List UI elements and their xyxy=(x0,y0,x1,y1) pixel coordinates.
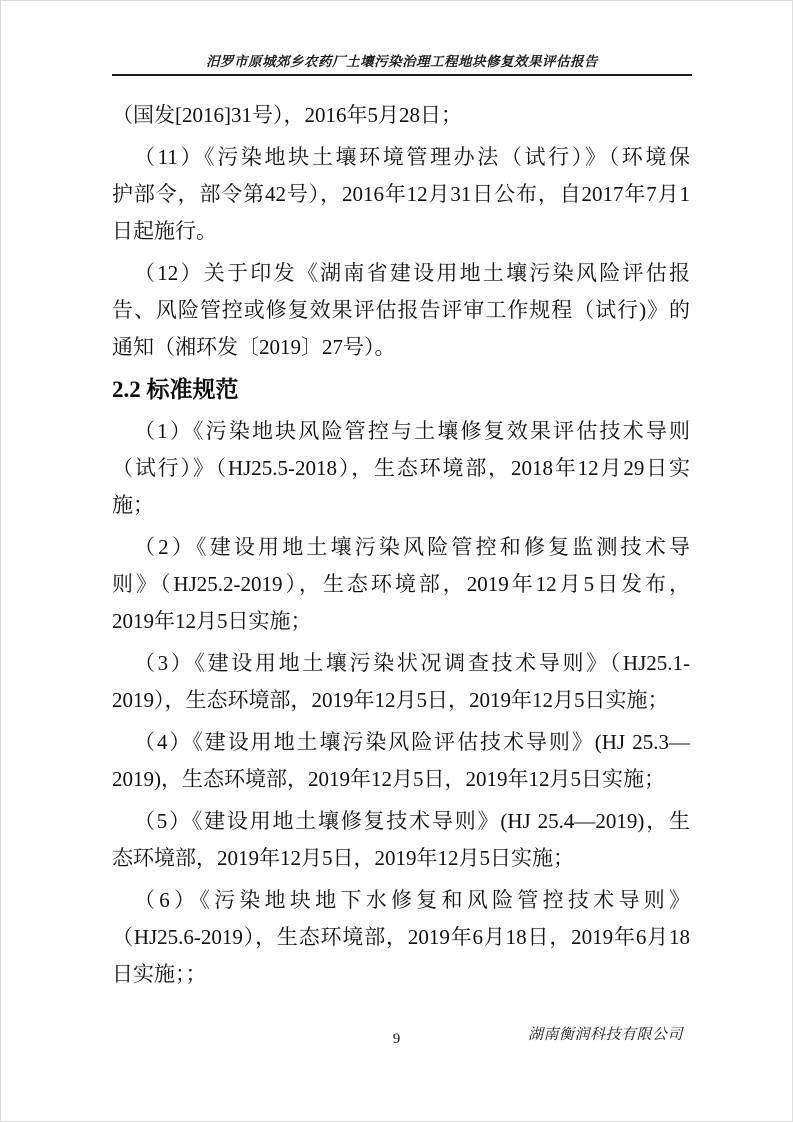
text-line: 2019年12月5日实施； xyxy=(112,609,312,633)
paragraph xyxy=(112,139,690,250)
text-line: （5）《建设用地土壤修复技术导则》(HJ 25.4—2019)，生 xyxy=(134,809,690,833)
document-body xyxy=(112,97,690,998)
text-line: （HJ25.6-2019），生态环境部，2019年6月18日，2019年6月18 xyxy=(112,925,690,949)
page-header-rule xyxy=(112,74,692,76)
text-line: （11）《污染地块土壤环境管理办法（试行）》（环境保 xyxy=(134,145,690,169)
text-line: 日实施；； xyxy=(112,962,207,986)
section-heading: 2.2 标准规范 xyxy=(112,377,239,402)
text-line: （6）《污染地块地下水修复和风险管控技术导则》 xyxy=(134,888,690,912)
text-line: （国发[2016]31号），2016年5月28日； xyxy=(112,103,462,127)
text-line: 告、风险管控或修复效果评估报告评审工作规程（试行)》的 xyxy=(112,298,690,322)
text-line: 施； xyxy=(112,493,154,517)
paragraph xyxy=(112,529,690,640)
text-line: （2）《建设用地土壤污染风险管控和修复监测技术导 xyxy=(134,535,690,559)
paragraph xyxy=(112,803,690,877)
page-header xyxy=(112,0,692,76)
paragraph xyxy=(112,255,690,366)
text-line: （1）《污染地块风险管控与土壤修复效果评估技术导则 xyxy=(134,419,690,443)
text-line: （12）关于印发《湖南省建设用地土壤污染风险评估报 xyxy=(134,261,690,285)
text-line: 通知（湘环发〔2019〕27号）。 xyxy=(112,335,396,359)
page-header-title: 汨罗市原城郊乡农药厂土壤污染治理工程地块修复效果评估报告 xyxy=(206,54,598,69)
text-line: （试行）》（HJ25.5-2018），生态环境部，2018年12月29日实 xyxy=(112,456,690,480)
text-line: 护部令，部令第42号），2016年12月31日公布，自2017年7月1 xyxy=(112,182,690,206)
paragraph xyxy=(112,413,690,524)
text-line: 则》（HJ25.2-2019），生态环境部，2019年12月5日发布， xyxy=(112,572,690,596)
paragraph xyxy=(112,645,690,719)
text-line: 2019)，生态环境部，2019年12月5日，2019年12月5日实施； xyxy=(112,767,665,791)
text-line: （4）《建设用地土壤污染风险评估技术导则》(HJ 25.3— xyxy=(134,730,690,754)
text-line: 态环境部，2019年12月5日，2019年12月5日实施； xyxy=(112,846,574,870)
paragraph xyxy=(112,882,690,993)
footer-company-name: 湖南衡润科技有限公司 xyxy=(528,1027,684,1043)
text-line: 2019），生态环境部，2019年12月5日，2019年12月5日实施； xyxy=(112,688,669,712)
paragraph xyxy=(112,97,690,134)
text-line: 日起施行。 xyxy=(112,219,217,243)
text-line: （3）《建设用地土壤污染状况调查技术导则》（HJ25.1- xyxy=(134,651,690,675)
page-number: 9 xyxy=(392,1031,401,1047)
paragraph xyxy=(112,724,690,798)
